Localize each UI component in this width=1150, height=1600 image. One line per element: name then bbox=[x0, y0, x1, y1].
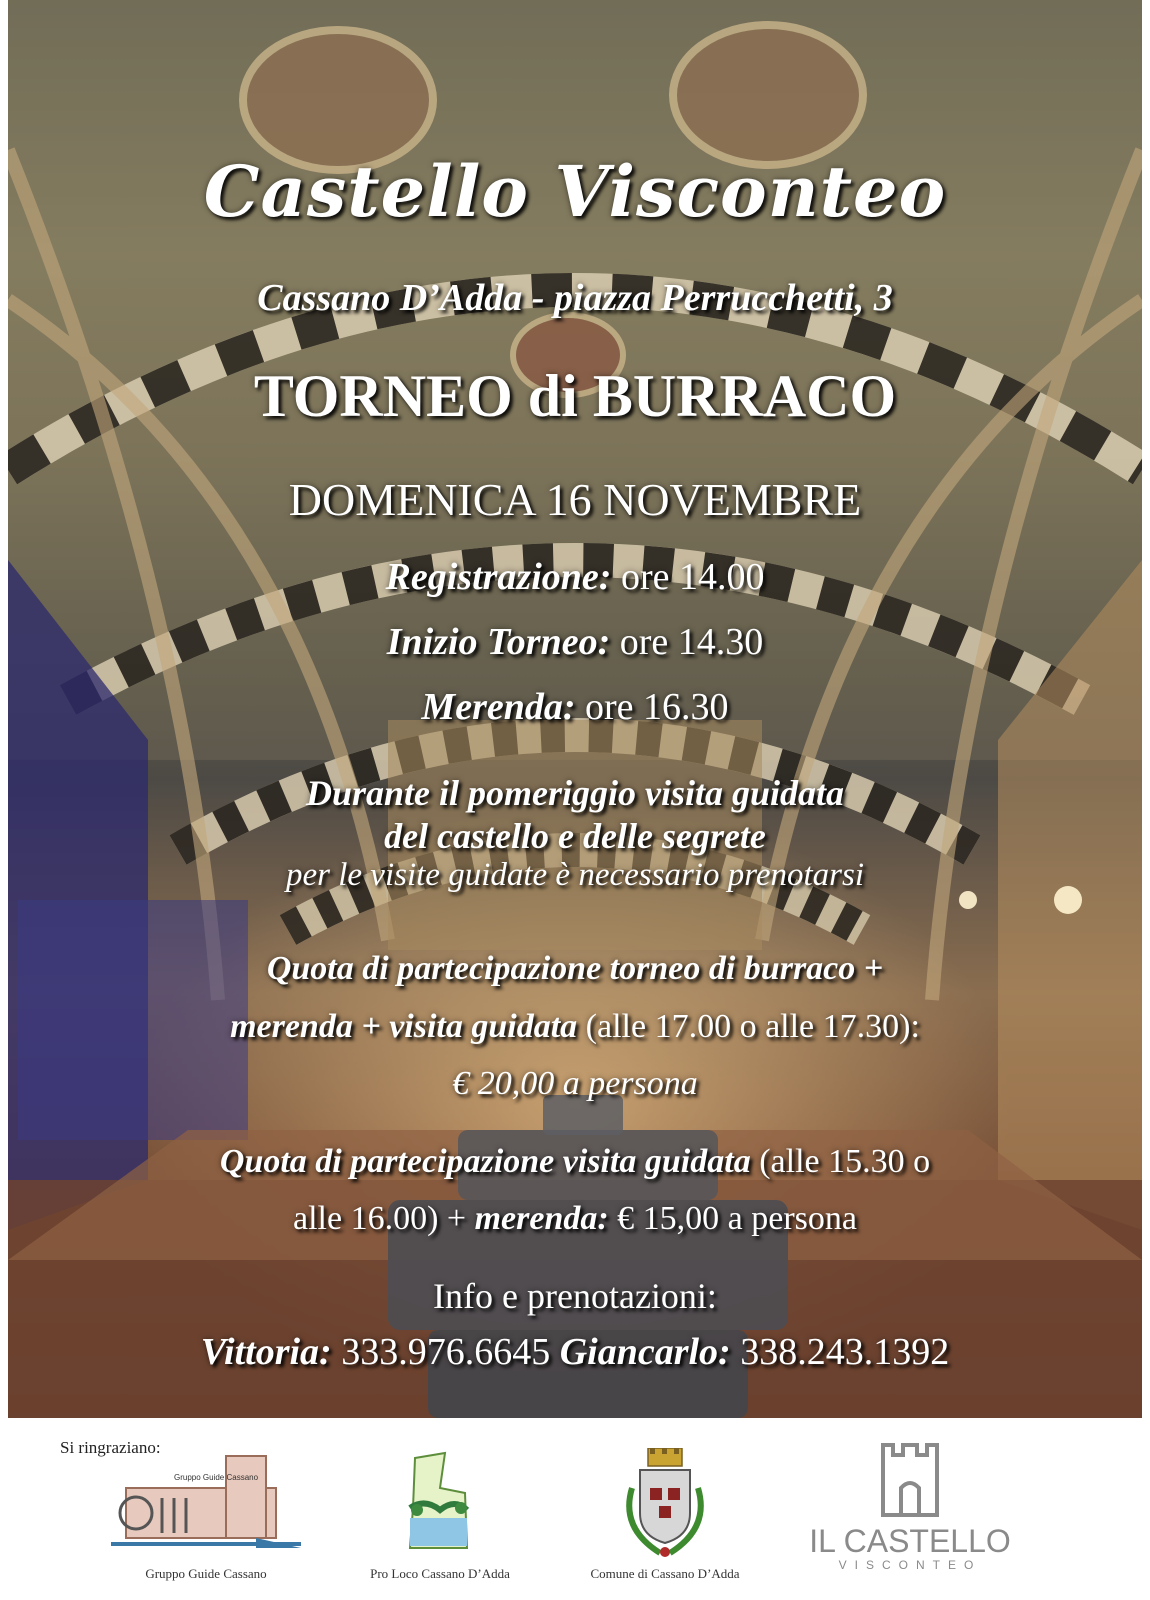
coat-of-arms-icon bbox=[610, 1448, 720, 1563]
venue-address: Cassano D’Adda - piazza Perrucchetti, 3 bbox=[257, 277, 893, 319]
contact-phone: 338.243.1392 bbox=[740, 1331, 950, 1373]
sponsor-il-castello bbox=[800, 1440, 1020, 1572]
tour-line-1: Durante il pomeriggio visita guidata bbox=[305, 773, 845, 813]
fee2-line-1-bold: Quota di partecipazione visita guidata bbox=[219, 1143, 751, 1180]
schedule-label: Registrazione: bbox=[385, 556, 612, 598]
fee1-line-1-text: Quota di partecipazione torneo di burraco + bbox=[266, 950, 884, 987]
info-heading: Info e prenotazioni: bbox=[433, 1276, 717, 1316]
thanks-label: Si ringraziano: bbox=[60, 1438, 161, 1457]
sponsor-comune bbox=[555, 1448, 775, 1563]
fee1-line-2-rest: (alle 17.00 o alle 17.30): bbox=[585, 1008, 920, 1045]
fee1-price: € 20,00 a persona bbox=[452, 1065, 698, 1102]
schedule-label: Merenda: bbox=[421, 686, 576, 728]
schedule-time: ore 14.30 bbox=[619, 621, 764, 663]
castle-sketch-icon bbox=[106, 1448, 306, 1558]
gruppo-guide-logo-text: Gruppo Guide Cassano bbox=[174, 1473, 259, 1482]
schedule-snack bbox=[8, 685, 1142, 729]
event-date: DOMENICA 16 NOVEMBRE bbox=[288, 474, 862, 525]
schedule-start bbox=[8, 620, 1142, 664]
fee1-line-1 bbox=[8, 950, 1142, 988]
tour-line-2: del castello e delle segrete bbox=[384, 816, 766, 856]
sponsor-label: Pro Loco Cassano D’Adda bbox=[370, 1566, 510, 1581]
sponsor-label: Gruppo Guide Cassano bbox=[145, 1566, 267, 1581]
sponsor-pro-loco bbox=[330, 1448, 550, 1558]
fee2-line-1-rest: (alle 15.30 o bbox=[759, 1143, 931, 1180]
fee1-line-2-bold: merenda + visita guidata bbox=[230, 1008, 578, 1045]
contacts-line bbox=[8, 1330, 1142, 1374]
poster-photo-background bbox=[8, 0, 1142, 1418]
sponsor-gruppo-guide bbox=[96, 1448, 316, 1558]
il-castello-logo-text: IL CASTELLO bbox=[809, 1523, 1011, 1559]
fee2-line-1 bbox=[8, 1143, 1142, 1181]
fee2-line-2 bbox=[8, 1200, 1142, 1238]
fee1-line-2 bbox=[8, 1008, 1142, 1046]
schedule-label: Inizio Torneo: bbox=[386, 621, 611, 663]
pro-loco-map-icon bbox=[395, 1448, 485, 1558]
tower-icon bbox=[875, 1440, 945, 1520]
schedule-time: ore 16.30 bbox=[585, 686, 729, 728]
visconteo-logo-text: VISCONTEO bbox=[838, 1558, 982, 1572]
schedule-time: ore 14.00 bbox=[620, 556, 765, 598]
contact-phone: 333.976.6645 bbox=[341, 1331, 551, 1373]
fee2-price: € 15,00 a persona bbox=[617, 1200, 857, 1237]
tour-line-3: per le visite guidate è necessario prenotarsi bbox=[286, 857, 864, 893]
schedule-registration bbox=[8, 555, 1142, 599]
sponsor-label: Comune di Cassano D’Adda bbox=[590, 1566, 740, 1581]
contact-name: Vittoria: bbox=[200, 1331, 332, 1373]
fee2-line-2-bold: merenda: bbox=[474, 1200, 609, 1237]
sponsors-footer bbox=[0, 1418, 1150, 1600]
contact-name: Giancarlo: bbox=[559, 1331, 731, 1373]
event-name: TORNEO di BURRACO bbox=[253, 363, 897, 429]
poster-text bbox=[8, 0, 1142, 1418]
poster-title: Castello Visconteo bbox=[203, 150, 947, 233]
fee2-line-2-start: alle 16.00) + bbox=[293, 1200, 467, 1237]
